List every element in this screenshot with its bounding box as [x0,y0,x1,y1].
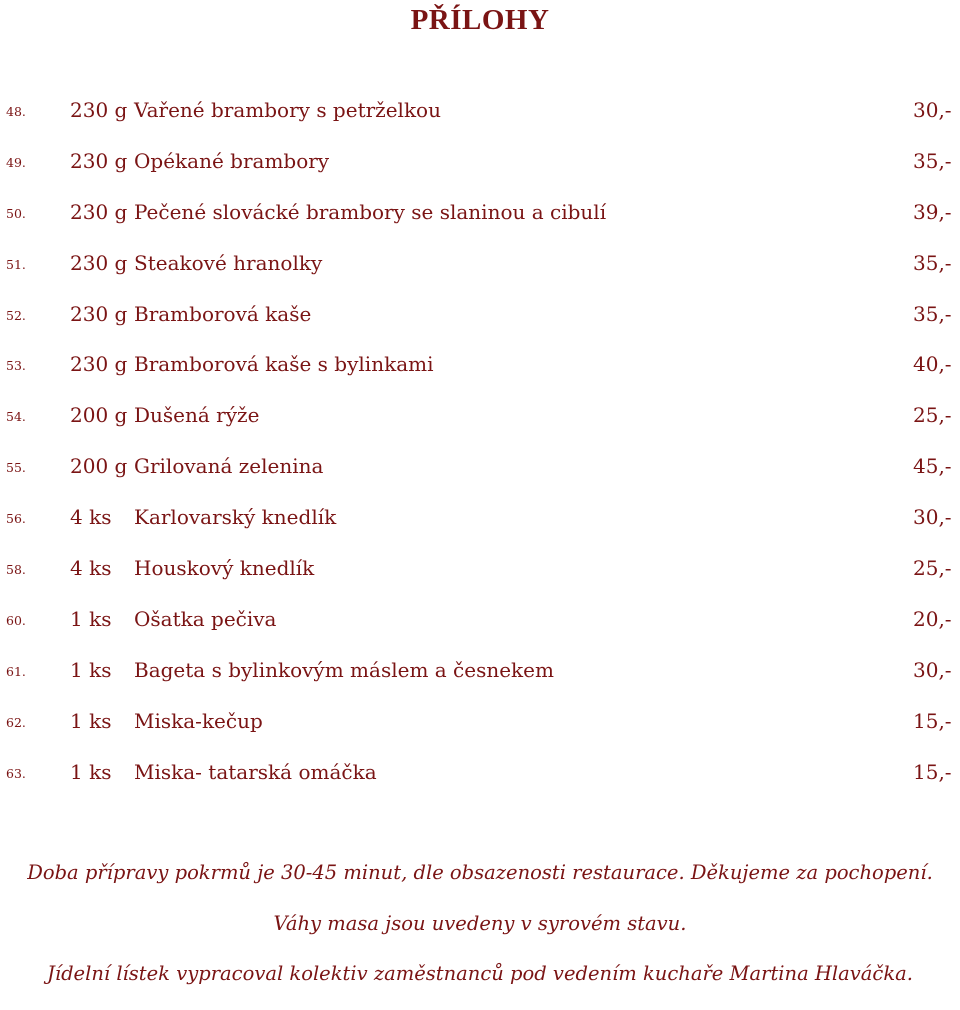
item-quantity: 4 ks [70,505,112,530]
item-price: 30,- [913,505,952,530]
item-quantity: 200 g [70,403,128,428]
menu-item [0,704,960,755]
item-price: 15,- [913,759,952,784]
item-quantity: 230 g [70,199,128,224]
item-name: Houskový knedlík [134,556,315,581]
item-number: 50. [6,205,26,221]
footer-notes [0,858,960,1010]
item-name: Miska-kečup [134,708,263,733]
item-price: 39,- [913,199,952,224]
item-price: 40,- [913,352,952,377]
menu-item [0,246,960,297]
item-number: 62. [6,714,26,730]
menu-item [0,398,960,449]
item-number: 56. [6,511,26,527]
item-quantity: 1 ks [70,606,112,631]
item-price: 25,- [913,556,952,581]
item-number: 51. [6,256,26,272]
item-name: Karlovarský knedlík [134,505,337,530]
menu-item [0,500,960,551]
page-title: PŘÍLOHY [410,4,550,36]
item-number: 60. [6,612,26,628]
item-price: 30,- [913,657,952,682]
item-name: Bramborová kaše [134,301,312,326]
item-number: 61. [6,663,26,679]
item-name: Dušená rýže [134,403,260,428]
menu-item [0,195,960,246]
item-name: Bageta s bylinkovým máslem a česnekem [134,657,554,682]
menu-item [0,653,960,704]
item-name: Opékané brambory [134,148,330,173]
menu-item [0,93,960,144]
item-name: Bramborová kaše s bylinkami [134,352,434,377]
item-number: 53. [6,358,26,374]
item-price: 35,- [913,250,952,275]
item-price: 15,- [913,708,952,733]
side-dish-list [0,93,960,805]
item-name: Ošatka pečiva [134,606,277,631]
item-name: Grilovaná zelenina [134,454,324,479]
item-number: 55. [6,460,26,476]
item-price: 45,- [913,454,952,479]
item-number: 48. [6,104,26,119]
menu-item [0,144,960,195]
item-quantity: 1 ks [70,657,112,682]
item-price: 35,- [913,301,952,326]
item-quantity: 4 ks [70,556,112,581]
menu-item [0,449,960,500]
item-name: Vařené brambory s petrželkou [134,98,441,122]
item-number: 52. [6,307,26,323]
menu-item [0,551,960,602]
item-price: 20,- [913,606,952,631]
preparation-note: Doba přípravy pokrmů je 30-45 minut, dle obsazenosti restaurace. Děkujeme za pochopení. [27,861,933,884]
menu-item [0,602,960,653]
item-quantity: 1 ks [70,708,112,733]
item-name: Pečené slovácké brambory se slaninou a cibulí [134,199,607,224]
item-quantity: 230 g [70,301,128,326]
item-quantity: 230 g [70,148,128,173]
item-quantity: 230 g [70,250,128,275]
item-price: 30,- [913,98,952,122]
item-quantity: 230 g [70,352,128,377]
item-name: Miska- tatarská omáčka [134,759,377,784]
menu-item [0,297,960,348]
menu-item [0,755,960,806]
item-price: 25,- [913,403,952,428]
credits-note: Jídelní lístek vypracoval kolektiv zaměstnanců pod vedením kuchaře Martina Hlaváčka. [47,962,913,985]
item-number: 58. [6,562,26,578]
item-quantity: 1 ks [70,759,112,784]
weights-note: Váhy masa jsou uvedeny v syrovém stavu. [273,911,687,935]
item-number: 54. [6,409,26,425]
item-number: 49. [6,154,26,170]
item-name: Steakové hranolky [134,250,323,275]
item-number: 63. [6,765,26,781]
item-quantity: 200 g [70,454,128,479]
item-price: 35,- [913,148,952,173]
item-quantity: 230 g [70,98,128,122]
menu-item [0,347,960,398]
